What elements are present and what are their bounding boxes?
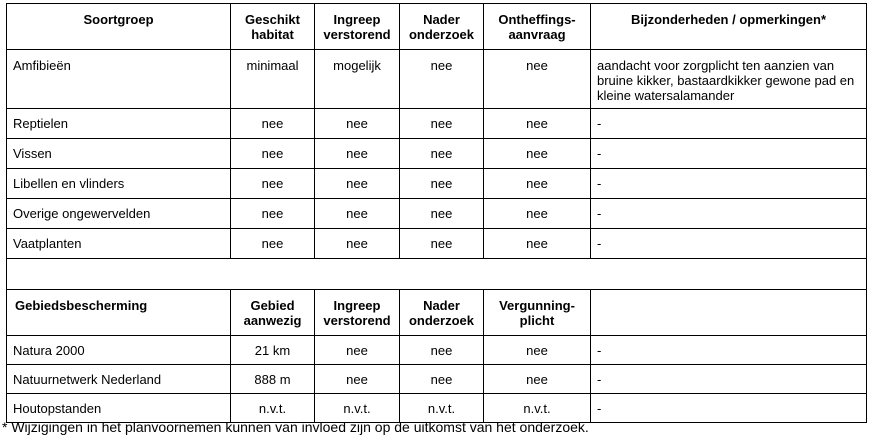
header-nader-onderzoek: Nader onderzoek [400, 290, 484, 336]
table-row [7, 365, 867, 394]
cell-ontheffingsaanvraag: nee [484, 199, 591, 229]
cell-gebied-aanwezig: 888 m [231, 365, 315, 394]
header-ontheffingsaanvraag: Ontheffings-aanvraag [484, 4, 591, 50]
cell-soortgroep: Vaatplanten [7, 229, 231, 259]
cell-ingreep-verstorend: nee [315, 139, 400, 169]
table-row [7, 109, 867, 139]
cell-soortgroep: Reptielen [7, 109, 231, 139]
cell-opmerkingen: - [591, 336, 867, 365]
header-gebied-aanwezig: Gebied aanwezig [231, 290, 315, 336]
cell-geschikt-habitat: minimaal [231, 50, 315, 109]
cell-ingreep-verstorend: n.v.t. [315, 394, 400, 423]
species-assessment-table [6, 3, 867, 423]
cell-geschikt-habitat: nee [231, 199, 315, 229]
cell-ontheffingsaanvraag: nee [484, 109, 591, 139]
table-row [7, 229, 867, 259]
header-ingreep-verstorend: Ingreep verstorend [315, 290, 400, 336]
cell-opmerkingen: - [591, 394, 867, 423]
header-soortgroep: Soortgroep [7, 4, 231, 50]
cell-gebied-aanwezig: 21 km [231, 336, 315, 365]
header-vergunningplicht: Vergunning-plicht [484, 290, 591, 336]
cell-soortgroep: Libellen en vlinders [7, 169, 231, 199]
cell-ingreep-verstorend: nee [315, 336, 400, 365]
cell-nader-onderzoek: nee [400, 109, 484, 139]
cell-opmerkingen: aandacht voor zorgplicht ten aanzien van bruine kikker, bastaardkikker gewone pad en kleine watersalamander [591, 50, 867, 109]
cell-nader-onderzoek: nee [400, 365, 484, 394]
area-header-row [7, 290, 867, 336]
spacer-cell [7, 259, 867, 290]
cell-nader-onderzoek: nee [400, 336, 484, 365]
cell-vergunningplicht: nee [484, 365, 591, 394]
cell-ingreep-verstorend: nee [315, 109, 400, 139]
header-ingreep-verstorend: Ingreep verstorend [315, 4, 400, 50]
table-row [7, 139, 867, 169]
cell-nader-onderzoek: nee [400, 229, 484, 259]
cell-opmerkingen: - [591, 229, 867, 259]
table-row [7, 336, 867, 365]
cell-opmerkingen: - [591, 199, 867, 229]
header-empty [591, 290, 867, 336]
cell-ontheffingsaanvraag: nee [484, 139, 591, 169]
spacer-row [7, 259, 867, 290]
cell-geschikt-habitat: nee [231, 169, 315, 199]
cell-ingreep-verstorend: nee [315, 365, 400, 394]
cell-ingreep-verstorend: nee [315, 169, 400, 199]
footnote: * Wijzigingen in het planvoornemen kunnen van invloed zijn op de uitkomst van het onderzoek. [2, 419, 589, 435]
cell-opmerkingen: - [591, 169, 867, 199]
cell-gebied-aanwezig: n.v.t. [231, 394, 315, 423]
cell-soortgroep: Amfibieën [7, 50, 231, 109]
cell-gebied: Natura 2000 [7, 336, 231, 365]
species-header-row [7, 4, 867, 50]
cell-opmerkingen: - [591, 139, 867, 169]
cell-soortgroep: Overige ongewervelden [7, 199, 231, 229]
cell-soortgroep: Vissen [7, 139, 231, 169]
header-gebiedsbescherming: Gebiedsbescherming [7, 290, 231, 336]
cell-ontheffingsaanvraag: nee [484, 169, 591, 199]
cell-ingreep-verstorend: mogelijk [315, 50, 400, 109]
cell-gebied: Houtopstanden [7, 394, 231, 423]
table-row [7, 50, 867, 109]
header-geschikt-habitat: Geschikt habitat [231, 4, 315, 50]
cell-opmerkingen: - [591, 365, 867, 394]
cell-geschikt-habitat: nee [231, 229, 315, 259]
cell-nader-onderzoek: nee [400, 199, 484, 229]
cell-nader-onderzoek: n.v.t. [400, 394, 484, 423]
cell-vergunningplicht: n.v.t. [484, 394, 591, 423]
cell-opmerkingen: - [591, 109, 867, 139]
cell-vergunningplicht: nee [484, 336, 591, 365]
cell-nader-onderzoek: nee [400, 169, 484, 199]
cell-ontheffingsaanvraag: nee [484, 229, 591, 259]
cell-ingreep-verstorend: nee [315, 199, 400, 229]
table-row [7, 199, 867, 229]
table-row [7, 169, 867, 199]
cell-gebied: Natuurnetwerk Nederland [7, 365, 231, 394]
cell-ontheffingsaanvraag: nee [484, 50, 591, 109]
header-bijzonderheden: Bijzonderheden / opmerkingen* [591, 4, 867, 50]
cell-nader-onderzoek: nee [400, 139, 484, 169]
cell-geschikt-habitat: nee [231, 109, 315, 139]
header-nader-onderzoek: Nader onderzoek [400, 4, 484, 50]
cell-geschikt-habitat: nee [231, 139, 315, 169]
cell-ingreep-verstorend: nee [315, 229, 400, 259]
cell-nader-onderzoek: nee [400, 50, 484, 109]
